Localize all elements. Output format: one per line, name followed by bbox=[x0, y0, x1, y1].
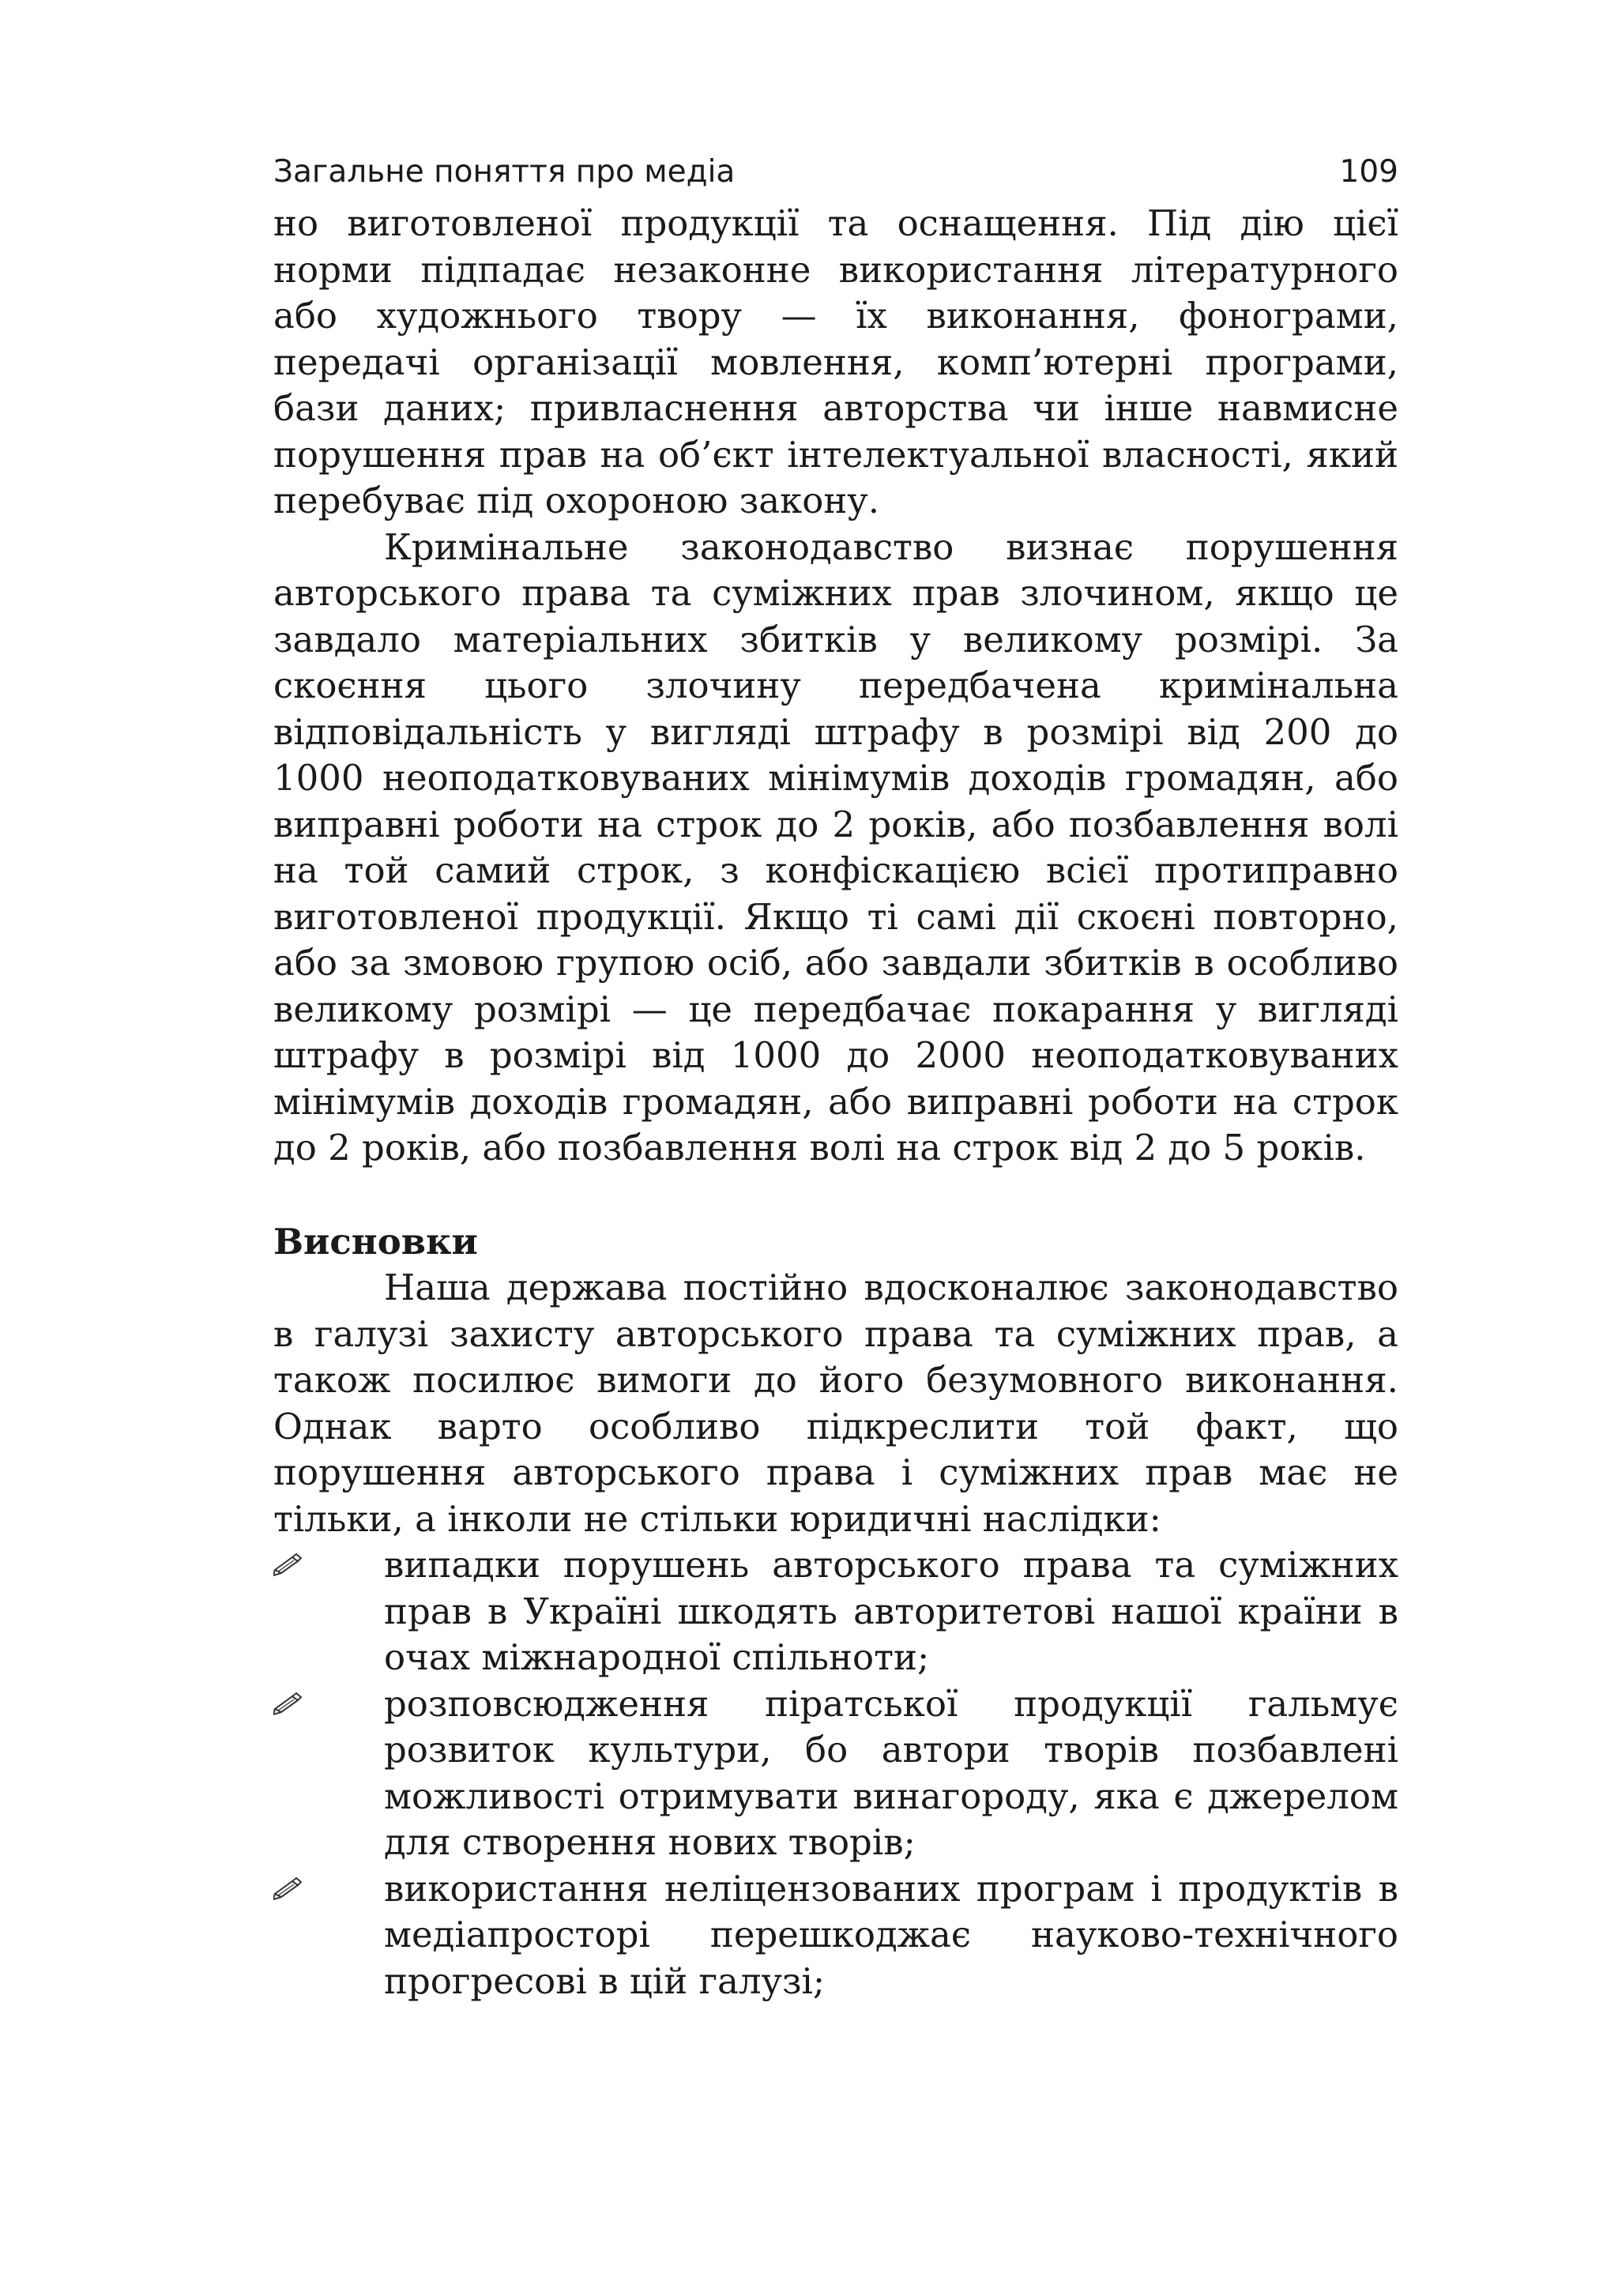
consequences-list bbox=[273, 1542, 1398, 2004]
chapter-title: Загальне поняття про медіа bbox=[273, 154, 736, 190]
list-item-text: використання неліцензованих програм і продуктів в медіапросторі перешкоджає науково-технічного прогресові в цій галузі; bbox=[384, 1867, 1398, 2002]
page-body bbox=[273, 201, 1398, 2004]
paragraph-criminal-law: Кримінальне законодавство визнає порушення авторського права та суміжних прав злочином, якщо це завдало матеріальних збитків у великому розмірі. За скоєння цього злочину передбачена кримінальна відповідальність у вигляді штрафу в розмірі від 200 до 1000 неоподатковуваних мінімумів доходів громадян, або виправні роботи на строк до 2 років, або позбавлення волі на той самий строк, з конфіскацією всієї протиправно виготовленої продукції. Якщо ті самі дії скоєні повторно, або за змовою групою осіб, або завдали збитків в особливо великому розмірі — це передбачає покарання у вигляді штрафу в розмірі від 1000 до 2000 неоподатковуваних мінімумів доходів громадян, або виправні роботи на строк до 2 років, або позбавлення волі на строк від 2 до 5 років. bbox=[273, 525, 1398, 1169]
page-number: 109 bbox=[1339, 154, 1398, 190]
paragraph-continuation: но виготовленої продукції та оснащення. Під дію цієї норми підпадає незаконне використання літературного або художнього твору — їх виконання, фонограми, передачі організації мовлення, комп’ютерні програми, бази даних; привласнення авторства чи інше навмисне порушення прав на об’єкт інтелектуальної власності, який перебуває під охороною закону. bbox=[273, 202, 1398, 521]
writing-hand-icon bbox=[273, 1553, 302, 1576]
section-heading: Висновки bbox=[273, 1220, 478, 1263]
paragraph-conclusions-intro: Наша держава постійно вдосконалює законодавство в галузі захисту авторського права та суміжних прав, а також посилює вимоги до його безумовного виконання. Однак варто особливо підкреслити той факт, що порушення авторського права і суміжних прав має не тільки, а інколи не стільки юридичні наслідки: bbox=[273, 1267, 1398, 1540]
writing-hand-icon bbox=[273, 1876, 302, 1900]
list-item bbox=[273, 1542, 1398, 1681]
list-item bbox=[273, 1866, 1398, 2005]
list-item-text: розповсюдження піратської продукції гальмує розвиток культури, бо автори творів позбавлені можливості отримувати винагороду, яка є джерелом для створення нових творів; bbox=[384, 1682, 1398, 1863]
list-item bbox=[273, 1681, 1398, 1866]
running-header bbox=[273, 149, 1398, 196]
list-item-text: випадки порушень авторського права та суміжних прав в Україні шкодять авторитетові нашої країни в очах міжнародної спільноти; bbox=[384, 1544, 1398, 1678]
writing-hand-icon bbox=[273, 1692, 302, 1715]
